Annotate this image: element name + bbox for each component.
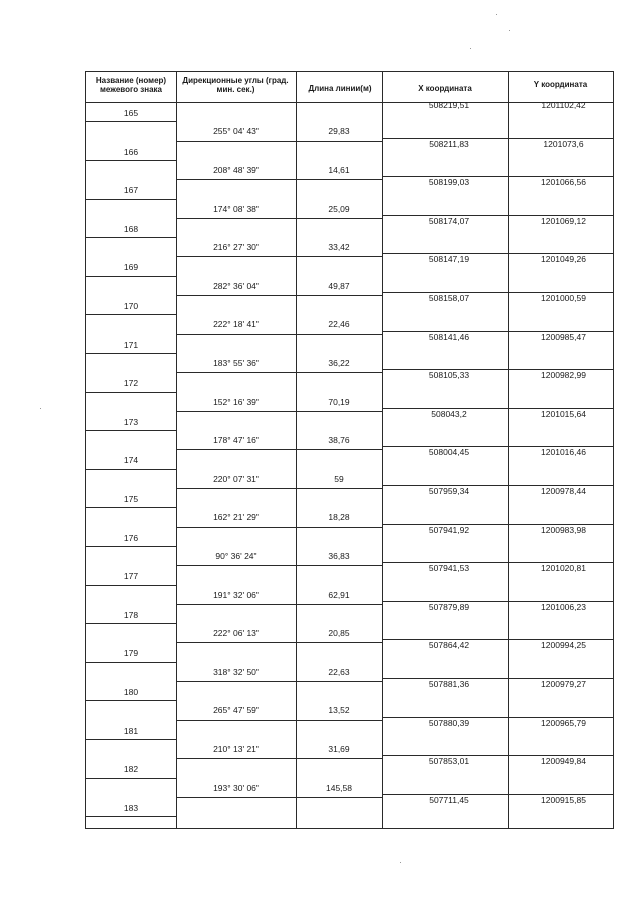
y-coordinate: 1201073,6 bbox=[543, 138, 584, 149]
x-coordinate: 508141,46 bbox=[428, 331, 470, 342]
y-coordinate: 1201049,26 bbox=[541, 254, 586, 265]
segment-row-divider bbox=[176, 295, 382, 296]
directional-angle: 208° 48' 39" bbox=[213, 164, 259, 175]
point-number: 167 bbox=[123, 185, 139, 196]
directional-angle: 222° 06' 13" bbox=[213, 628, 259, 639]
header-angle: Дирекционные углы (град. мин. сек.) bbox=[182, 76, 289, 94]
point-row-divider bbox=[86, 314, 176, 315]
header-y: Y координата bbox=[533, 80, 588, 89]
x-coordinate: 507853,01 bbox=[428, 756, 470, 767]
point-row-divider bbox=[86, 430, 176, 431]
segment-row-divider bbox=[176, 681, 382, 682]
segment-row-divider bbox=[176, 256, 382, 257]
segment-row-divider bbox=[176, 218, 382, 219]
segment-row-divider bbox=[176, 604, 382, 605]
segment-row-divider bbox=[176, 372, 382, 373]
point-row-divider bbox=[86, 353, 176, 354]
point-number: 179 bbox=[123, 648, 139, 659]
point-number: 166 bbox=[123, 146, 139, 157]
point-row-divider bbox=[86, 507, 176, 508]
point-row-divider bbox=[86, 237, 176, 238]
line-length: 62,91 bbox=[328, 589, 350, 600]
point-row-divider bbox=[86, 160, 176, 161]
line-length: 36,83 bbox=[328, 550, 350, 561]
segment-row-divider bbox=[176, 141, 382, 142]
x-coordinate: 508211,83 bbox=[429, 138, 469, 149]
point-row-divider bbox=[86, 276, 176, 277]
point-number: 182 bbox=[123, 764, 139, 775]
x-coordinate: 508147,19 bbox=[428, 254, 470, 265]
directional-angle: 318° 32' 50" bbox=[213, 666, 259, 677]
x-coordinate: 507880,39 bbox=[428, 717, 470, 728]
point-number: 176 bbox=[123, 532, 139, 543]
point-number: 173 bbox=[123, 416, 139, 427]
point-number: 177 bbox=[123, 571, 139, 582]
y-coordinate: 1200915,85 bbox=[541, 794, 586, 805]
y-coordinate: 1200985,47 bbox=[541, 331, 586, 342]
directional-angle: 183° 55' 36" bbox=[213, 357, 259, 368]
line-length: 14,61 bbox=[328, 164, 350, 175]
line-length: 38,76 bbox=[328, 435, 350, 446]
directional-angle: 255° 04' 43" bbox=[213, 126, 259, 137]
point-row-divider bbox=[86, 392, 176, 393]
line-length: 36,22 bbox=[328, 357, 350, 368]
header-x: X координата bbox=[418, 84, 472, 93]
y-coordinate: 1200994,25 bbox=[541, 640, 586, 651]
point-row-divider bbox=[86, 662, 176, 663]
y-coordinate: 1201000,59 bbox=[541, 293, 586, 303]
x-coordinate: 507941,92 bbox=[428, 524, 470, 535]
point-number: 169 bbox=[123, 262, 139, 273]
directional-angle: 178° 47' 16" bbox=[213, 435, 259, 446]
point-row-divider bbox=[86, 700, 176, 701]
line-length: 13,52 bbox=[328, 705, 350, 716]
point-number: 175 bbox=[123, 494, 139, 504]
point-number: 171 bbox=[123, 339, 139, 350]
point-number: 180 bbox=[123, 687, 139, 697]
point-number: 170 bbox=[123, 301, 139, 311]
segment-row-divider bbox=[176, 797, 382, 798]
point-number: 165 bbox=[123, 108, 139, 118]
segment-row-divider bbox=[176, 334, 382, 335]
line-length: 31,69 bbox=[328, 743, 350, 754]
y-coordinate: 1201015,64 bbox=[541, 408, 586, 419]
point-row-divider bbox=[86, 121, 176, 122]
point-row-divider bbox=[86, 199, 176, 200]
directional-angle: 152° 16' 39" bbox=[213, 396, 259, 407]
line-length: 20,85 bbox=[328, 628, 350, 639]
directional-angle: 220° 07' 31" bbox=[213, 473, 259, 484]
x-coordinate: 508004,45 bbox=[428, 447, 470, 458]
directional-angle: 222° 18' 41" bbox=[213, 319, 259, 330]
x-coordinate: 507879,89 bbox=[428, 601, 470, 612]
directional-angle: 210° 13' 21" bbox=[213, 743, 259, 754]
y-coordinate: 1200982,99 bbox=[541, 370, 586, 381]
x-coordinate: 508199,03 bbox=[428, 177, 470, 188]
line-length: 25,09 bbox=[328, 203, 350, 214]
x-coordinate: 508219,51 bbox=[428, 100, 470, 110]
column-divider bbox=[382, 72, 383, 828]
line-length: 145,58 bbox=[326, 782, 352, 793]
line-length: 18,28 bbox=[328, 512, 350, 523]
x-coordinate: 507864,42 bbox=[428, 640, 470, 651]
line-length: 70,19 bbox=[328, 396, 350, 407]
point-row-divider bbox=[86, 469, 176, 470]
point-number: 178 bbox=[123, 609, 139, 620]
line-length: 29,83 bbox=[328, 126, 350, 137]
point-row-divider bbox=[86, 739, 176, 740]
y-coordinate: 1200965,79 bbox=[541, 717, 586, 728]
x-coordinate: 507711,45 bbox=[429, 794, 469, 805]
x-coordinate: 508158,07 bbox=[428, 293, 470, 303]
directional-angle: 216° 27' 30" bbox=[213, 242, 259, 253]
point-row-divider bbox=[86, 585, 176, 586]
directional-angle: 282° 36' 04" bbox=[213, 280, 259, 291]
segment-row-divider bbox=[176, 527, 382, 528]
header-length: Длина линии(м) bbox=[308, 84, 372, 93]
directional-angle: 193° 30' 06" bbox=[213, 782, 259, 793]
point-number: 172 bbox=[123, 378, 139, 389]
header-name: Название (номер) межевого знака bbox=[95, 76, 167, 94]
y-coordinate: 1201102,42 bbox=[541, 100, 586, 110]
segment-row-divider bbox=[176, 565, 382, 566]
y-coordinate: 1201016,46 bbox=[541, 447, 586, 458]
y-coordinate: 1201066,56 bbox=[541, 177, 586, 188]
y-coordinate: 1200978,44 bbox=[541, 486, 586, 496]
y-coordinate: 1201069,12 bbox=[541, 215, 586, 226]
x-coordinate: 508174,07 bbox=[428, 215, 470, 226]
point-number: 183 bbox=[123, 802, 139, 813]
directional-angle: 174° 08' 38" bbox=[213, 203, 259, 214]
y-coordinate: 1200979,27 bbox=[541, 679, 586, 689]
segment-row-divider bbox=[176, 179, 382, 180]
point-number: 174 bbox=[123, 455, 139, 466]
x-coordinate: 508043,2 bbox=[431, 408, 467, 419]
segment-row-divider bbox=[176, 720, 382, 721]
line-length: 33,42 bbox=[328, 242, 350, 253]
line-length: 22,46 bbox=[328, 319, 350, 330]
directional-angle: 265° 47' 59" bbox=[213, 705, 259, 716]
x-coordinate: 507959,34 bbox=[428, 486, 470, 496]
y-coordinate: 1200983,98 bbox=[541, 524, 586, 535]
point-row-divider bbox=[86, 546, 176, 547]
segment-row-divider bbox=[176, 642, 382, 643]
point-row-divider bbox=[86, 778, 176, 779]
x-coordinate: 508105,33 bbox=[428, 370, 470, 381]
directional-angle: 90° 36' 24" bbox=[215, 550, 257, 561]
directional-angle: 191° 32' 06" bbox=[213, 589, 259, 600]
line-length: 22,63 bbox=[328, 666, 350, 677]
y-coordinate: 1200949,84 bbox=[541, 756, 586, 767]
segment-row-divider bbox=[176, 411, 382, 412]
x-coordinate: 507941,53 bbox=[428, 563, 470, 574]
y-coordinate: 1201020,81 bbox=[541, 563, 586, 574]
line-length: 59 bbox=[334, 473, 344, 484]
directional-angle: 162° 21' 29" bbox=[213, 512, 259, 523]
y-coordinate: 1201006,23 bbox=[541, 601, 586, 612]
point-number: 181 bbox=[123, 725, 139, 736]
boundary-table bbox=[85, 71, 614, 829]
x-coordinate: 507881,36 bbox=[428, 679, 470, 689]
segment-row-divider bbox=[176, 488, 382, 489]
point-number: 168 bbox=[123, 223, 139, 234]
point-row-divider bbox=[86, 623, 176, 624]
segment-row-divider bbox=[176, 449, 382, 450]
line-length: 49,87 bbox=[328, 280, 350, 291]
segment-row-divider bbox=[176, 758, 382, 759]
point-row-divider bbox=[86, 816, 176, 817]
